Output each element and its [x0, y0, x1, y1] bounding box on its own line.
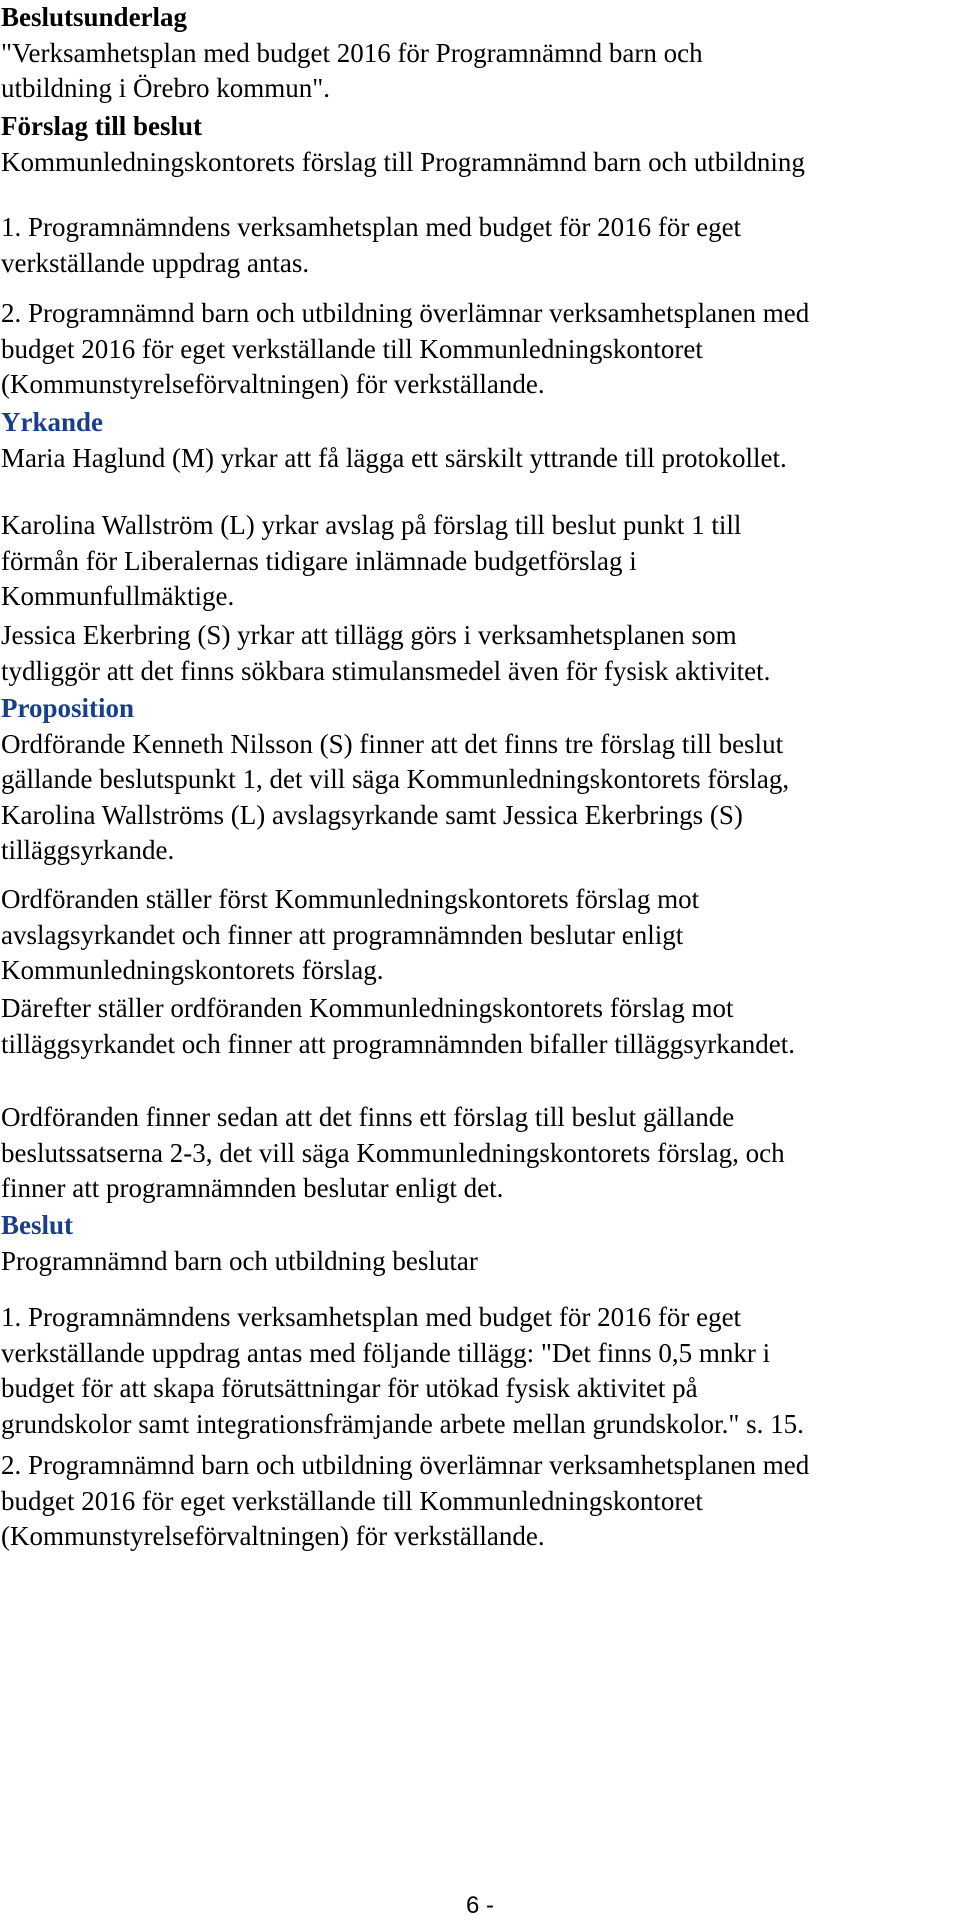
section-proposition: [1, 691, 956, 869]
heading-forslag-till-beslut: Förslag till beslut: [1, 111, 202, 141]
text-line: Programnämnd barn och utbildning beslutar: [1, 1245, 478, 1276]
heading-proposition: Proposition: [1, 693, 135, 723]
text-line: 1. Programnämndens verksamhetsplan med budget för 2016 för eget: [1, 1302, 742, 1332]
text-line: Karolina Wallströms (L) avslagsyrkande samt Jessica Ekerbrings (S): [1, 799, 743, 830]
text-line: 2. Programnämnd barn och utbildning överlämnar verksamhetsplanen med: [1, 1450, 810, 1480]
text-line: verkställande uppdrag antas.: [1, 247, 310, 278]
text-line: tilläggsyrkande.: [1, 835, 175, 865]
proposition-paragraph-4: [1, 1100, 956, 1207]
proposition-paragraph-2: [1, 882, 956, 989]
text-line: 2. Programnämnd barn och utbildning överlämnar verksamhetsplanen med: [1, 298, 810, 328]
yrkande-paragraph-2: [1, 508, 956, 615]
text-line: grundskolor samt integrationsfrämjande arbete mellan grundskolor." s. 15.: [1, 1408, 804, 1439]
text-line: (Kommunstyrelseförvaltningen) för verkställande.: [1, 369, 545, 399]
text-line: utbildning i Örebro kommun".: [1, 73, 330, 103]
forslag-point-1: [1, 210, 956, 281]
beslut-point-1: [1, 1300, 956, 1442]
section-beslut: [1, 1208, 956, 1279]
text-line: Jessica Ekerbring (S) yrkar att tillägg görs i verksamhetsplanen som: [1, 620, 737, 650]
text-line: "Verksamhetsplan med budget 2016 för Programnämnd barn och: [1, 37, 703, 68]
text-line: 1. Programnämndens verksamhetsplan med budget för 2016 för eget: [1, 212, 742, 242]
section-forslag-till-beslut: [1, 109, 956, 180]
text-line: Kommunfullmäktige.: [1, 581, 235, 611]
text-line: Maria Haglund (M) yrkar att få lägga ett särskilt yttrande till protokollet.: [1, 442, 787, 473]
text-line: verkställande uppdrag antas med följande tillägg: "Det finns 0,5 mnkr i: [1, 1337, 771, 1368]
heading-beslutsunderlag: Beslutsunderlag: [1, 2, 188, 32]
text-line: Ordföranden finner sedan att det finns ett förslag till beslut gällande: [1, 1102, 735, 1132]
heading-yrkande: Yrkande: [1, 407, 104, 437]
yrkande-paragraph-3: [1, 618, 956, 689]
text-line: Ordföranden ställer först Kommunledningskontorets förslag mot: [1, 884, 700, 914]
text-line: förmån för Liberalernas tidigare inlämnade budgetförslag i: [1, 545, 637, 576]
text-line: (Kommunstyrelseförvaltningen) för verkställande.: [1, 1521, 545, 1551]
text-line: avslagsyrkandet och finner att programnämnden beslutar enligt: [1, 919, 684, 950]
text-line: Ordförande Kenneth Nilsson (S) finner att det finns tre förslag till beslut: [1, 728, 784, 759]
page-number: 6 -: [465, 1892, 494, 1919]
proposition-paragraph-3: [1, 991, 956, 1062]
forslag-point-2: [1, 296, 956, 403]
text-line: Karolina Wallström (L) yrkar avslag på förslag till beslut punkt 1 till: [1, 510, 742, 540]
section-yrkande: [1, 405, 956, 476]
text-line: finner att programnämnden beslutar enligt det.: [1, 1173, 504, 1203]
text-line: Därefter ställer ordföranden Kommunledningskontorets förslag mot: [1, 993, 734, 1023]
text-line: Kommunledningskontorets förslag.: [1, 955, 384, 985]
text-line: tydliggör att det finns sökbara stimulansmedel även för fysisk aktivitet.: [1, 655, 771, 686]
text-line: budget för att skapa förutsättningar för utökad fysisk aktivitet på: [1, 1373, 698, 1403]
text-line: tilläggsyrkandet och finner att programnämnden bifaller tilläggsyrkandet.: [1, 1028, 795, 1059]
section-beslutsunderlag: [1, 0, 956, 107]
text-line: beslutssatserna 2-3, det vill säga Kommunledningskontorets förslag, och: [1, 1137, 785, 1168]
text-line: budget 2016 för eget verkställande till Kommunledningskontoret: [1, 1485, 703, 1516]
text-line: Kommunledningskontorets förslag till Programnämnd barn och utbildning: [1, 146, 805, 177]
text-line: budget 2016 för eget verkställande till Kommunledningskontoret: [1, 333, 703, 364]
heading-beslut: Beslut: [1, 1210, 74, 1240]
beslut-point-2: [1, 1448, 956, 1555]
text-line: gällande beslutspunkt 1, det vill säga Kommunledningskontorets förslag,: [1, 764, 790, 794]
